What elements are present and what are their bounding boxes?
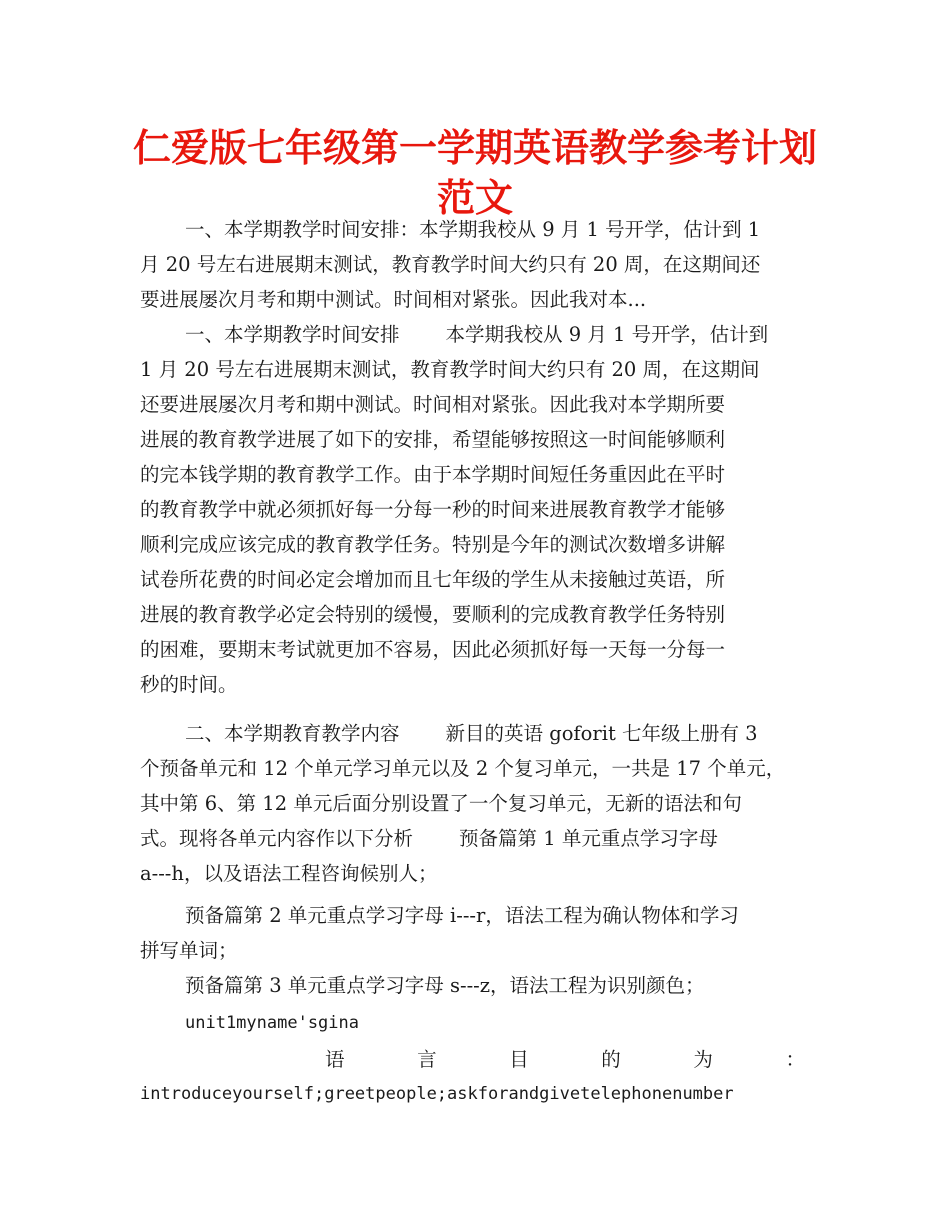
paragraph-heading-line <box>185 716 758 751</box>
justified-line <box>140 1042 805 1077</box>
paragraph-line: 还要进展屡次月考和期中测试。时间相对紧张。因此我对本学期所要 <box>140 393 726 416</box>
paragraph-line: 的教育教学中就必须抓好每一分每一秒的时间来进展教育教学才能够 <box>140 498 726 521</box>
paragraph-line: 个预备单元和 12 个单元学习单元以及 2 个复习单元，一共是 17 个单元， <box>140 757 786 780</box>
paragraph-line: 进展的教育教学进展了如下的安排，希望能够按照这一时间能够顺利 <box>140 428 726 451</box>
paragraph-line <box>140 821 718 856</box>
paragraph-line: 1 月 20 号左右进展期末测试，教育教学时间大约只有 20 周，在这期间 <box>140 358 760 381</box>
paragraph-line: 顺利完成应该完成的教育教学任务。特别是今年的测试次数增多讲解 <box>140 533 726 556</box>
paragraph-text: 新目的英语 goforit 七年级上册有 3 <box>445 722 758 745</box>
paragraph-line: 试卷所花费的时间必定会增加而且七年级的学生从未接触过英语，所 <box>140 568 726 591</box>
paragraph-line: introduceyourself;greetpeople;askforandgivetelephonenumber <box>140 1084 734 1104</box>
paragraph-line: 秒的时间。 <box>140 673 238 696</box>
paragraph-heading-line <box>185 317 768 352</box>
paragraph-text: 本学期我校从 9 月 1 号开学，估计到 <box>445 323 769 346</box>
paragraph-line: 月 20 号左右进展期末测试，教育教学时间大约只有 20 周，在这期间还 <box>140 253 761 276</box>
paragraph-line: a---h，以及语法工程咨询候别人； <box>140 862 438 885</box>
paragraph-line: 一、本学期教学时间安排：本学期我校从 9 月 1 号开学，估计到 1 <box>185 218 761 241</box>
spread-char: ： <box>785 1048 805 1071</box>
paragraph-text: 预备篇第 1 单元重点学习字母 <box>459 827 718 850</box>
paragraph-text: 式。现将各单元内容作以下分析 <box>140 827 414 850</box>
paragraph-line: 拼写单词； <box>140 939 238 962</box>
unit-heading: unit1myname'sgina <box>185 1013 359 1033</box>
paragraph-line: 其中第 6、第 12 单元后面分别设置了一个复习单元，无新的语法和句 <box>140 792 742 815</box>
spread-char: 语 <box>325 1048 345 1071</box>
spread-char: 言 <box>417 1048 437 1071</box>
spread-char: 为 <box>693 1048 713 1071</box>
paragraph-line: 要进展屡次月考和期中测试。时间相对紧张。因此我对本... <box>140 288 647 311</box>
spread-char: 的 <box>601 1048 621 1071</box>
section-heading: 二、本学期教育教学内容 <box>185 722 400 745</box>
paragraph-line: 进展的教育教学必定会特别的缓慢，要顺利的完成教育教学任务特别 <box>140 603 726 626</box>
section-heading: 一、本学期教学时间安排 <box>185 323 400 346</box>
paragraph-line: 的完本钱学期的教育教学工作。由于本学期时间短任务重因此在平时 <box>140 463 726 486</box>
spread-char: 目 <box>509 1048 529 1071</box>
paragraph-line: 的困难，要期末考试就更加不容易，因此必须抓好每一天每一分每一 <box>140 638 726 661</box>
paragraph-line: 预备篇第 3 单元重点学习字母 s---z，语法工程为识别颜色； <box>185 974 705 997</box>
document-title-line-2: 范文 <box>436 176 513 220</box>
document-title-line-1: 仁爱版七年级第一学期英语教学参考计划 <box>132 126 817 170</box>
paragraph-line: 预备篇第 2 单元重点学习字母 i---r，语法工程为确认物体和学习 <box>185 904 739 927</box>
